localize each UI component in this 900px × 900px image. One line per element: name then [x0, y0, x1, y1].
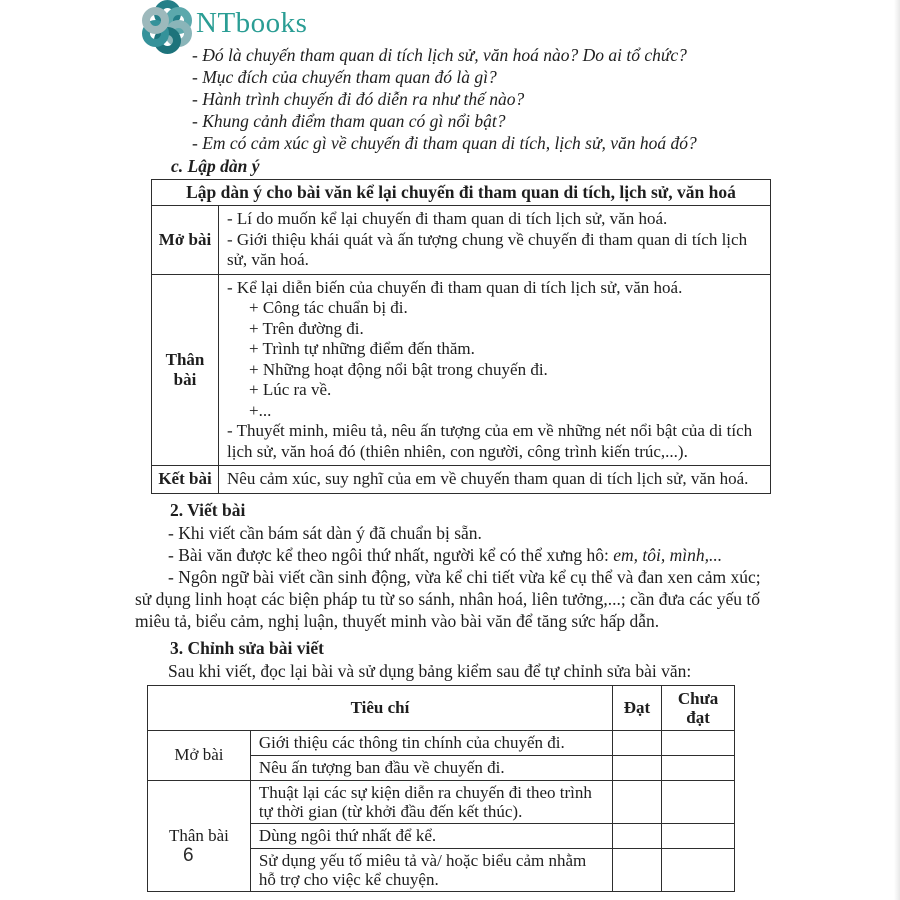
checklist-row	[148, 780, 735, 823]
outline-line: - Kể lại diễn biến của chuyến đi tham quan di tích lịch sử, văn hoá.	[227, 277, 683, 297]
outline-row	[152, 466, 771, 494]
outline-row	[152, 274, 771, 466]
outline-line: + Lúc ra về.	[249, 380, 332, 399]
outline-line: Nêu cảm xúc, suy nghĩ của em về chuyến tham quan di tích lịch sử, văn hoá.	[227, 469, 749, 488]
fail-cell	[662, 730, 735, 755]
logo-ring	[142, 7, 169, 34]
paragraph-text: - Ngôn ngữ bài viết cần sinh động, vừa kể chi tiết vừa kể cụ thể và đan xen cảm xúc; sử dụng linh hoạt các biện pháp tu từ so sánh, nhân hoá, liên tưởng,...; cần đưa các yếu tố miêu tả, biểu cảm, nghị luận, thuyết minh vào bài văn để tăng sức hấp dẫn.	[135, 566, 761, 631]
fail-cell	[662, 755, 735, 780]
outline-row-label: Kết bài	[152, 466, 219, 494]
heading-lap-dan-y: c. Lập dàn ý	[171, 156, 260, 176]
question-list	[135, 44, 777, 154]
outline-row-content	[219, 206, 771, 275]
outline-row-content	[219, 274, 771, 466]
outline-table-body	[152, 180, 771, 494]
checklist-criterion: Thuật lại các sự kiện diễn ra chuyến đi theo trình tự thời gian (từ khởi đầu đến kết thúc).	[250, 780, 612, 823]
paragraph-text: - Bài văn được kể theo ngôi thứ nhất, người kể có thể xưng hô:	[168, 544, 614, 565]
outline-row-label: Thân bài	[152, 274, 219, 466]
outline-line: - Giới thiệu khái quát và ấn tượng chung về chuyến đi tham quan di tích lịch sử, văn hoá.	[227, 229, 748, 269]
outline-line: +...	[249, 400, 272, 420]
paragraph-text: - Khi viết cần bám sát dàn ý đã chuẩn bị sẵn.	[168, 522, 482, 543]
outline-table	[151, 179, 771, 494]
outline-title-row	[152, 180, 771, 206]
question-line: - Em có cảm xúc gì về chuyến đi tham quan di tích, lịch sử, văn hoá đó?	[192, 133, 697, 153]
checklist-row	[148, 730, 735, 755]
question-line: - Hành trình chuyến đi đó diễn ra như thế nào?	[192, 89, 525, 109]
write-paragraph	[135, 522, 777, 544]
write-paragraph	[135, 544, 777, 566]
checklist-header-pass: Đạt	[612, 685, 661, 730]
outline-line: + Trên đường đi.	[249, 318, 364, 338]
page-content	[135, 44, 777, 892]
outline-line: - Lí do muốn kể lại chuyến đi tham quan di tích lịch sử, văn hoá.	[227, 209, 668, 228]
outline-line: + Công tác chuẩn bị đi.	[249, 298, 408, 317]
checklist-criterion: Dùng ngôi thứ nhất để kể.	[250, 823, 612, 848]
fail-cell	[662, 823, 735, 848]
checklist-criterion: Nêu ấn tượng ban đầu về chuyến đi.	[250, 755, 612, 780]
write-paragraph	[135, 566, 777, 632]
checklist-table	[147, 685, 735, 892]
question-line: - Mục đích của chuyến tham quan đó là gì?	[192, 67, 497, 87]
checklist-criterion: Giới thiệu các thông tin chính của chuyến đi.	[250, 730, 612, 755]
checklist-header-fail: Chưa đạt	[662, 685, 735, 730]
logo-text: NTbooks	[196, 6, 308, 39]
checklist-header-row	[148, 685, 735, 730]
scan-edge-shadow	[894, 0, 900, 900]
fail-cell	[662, 780, 735, 823]
heading-chinh-sua: 3. Chỉnh sửa bài viết	[170, 637, 324, 658]
fail-cell	[662, 848, 735, 891]
checklist-table-body	[148, 730, 735, 891]
pass-cell	[612, 730, 661, 755]
heading-viet-bai: 2. Viết bài	[170, 499, 246, 520]
revise-intro: Sau khi viết, đọc lại bài và sử dụng bảng kiểm sau để tự chỉnh sửa bài văn:	[168, 660, 692, 681]
outline-row	[152, 206, 771, 275]
pass-cell	[612, 823, 661, 848]
pass-cell	[612, 780, 661, 823]
pass-cell	[612, 755, 661, 780]
outline-line: + Những hoạt động nổi bật trong chuyến đi.	[249, 359, 548, 379]
outline-table-title: Lập dàn ý cho bài văn kể lại chuyến đi tham quan di tích, lịch sử, văn hoá	[152, 180, 771, 206]
checklist-criterion: Sử dụng yếu tố miêu tả và/ hoặc biểu cảm nhằm hỗ trợ cho việc kể chuyện.	[250, 848, 612, 891]
pass-cell	[612, 848, 661, 891]
write-paragraphs	[135, 522, 777, 632]
checklist-group-label: Thân bài	[148, 780, 251, 891]
question-line: - Khung cảnh điểm tham quan có gì nổi bật?	[192, 111, 506, 131]
page-number: 6	[183, 845, 194, 866]
checklist-group-label: Mở bài	[148, 730, 251, 780]
outline-row-label: Mở bài	[152, 206, 219, 275]
outline-row-content	[219, 466, 771, 494]
question-line: - Đó là chuyến tham quan di tích lịch sử, văn hoá nào? Do ai tổ chức?	[192, 45, 687, 65]
outline-line: - Thuyết minh, miêu tả, nêu ấn tượng của em về những nét nổi bật của di tích lịch sử, văn hoá đó (thiên nhiên, con người, công trình kiến trúc,...).	[227, 421, 753, 461]
outline-line: + Trình tự những điểm đến thăm.	[249, 339, 475, 358]
checklist-header-criteria: Tiêu chí	[148, 685, 613, 730]
paragraph-italic-text: em, tôi, mình,...	[613, 544, 723, 565]
